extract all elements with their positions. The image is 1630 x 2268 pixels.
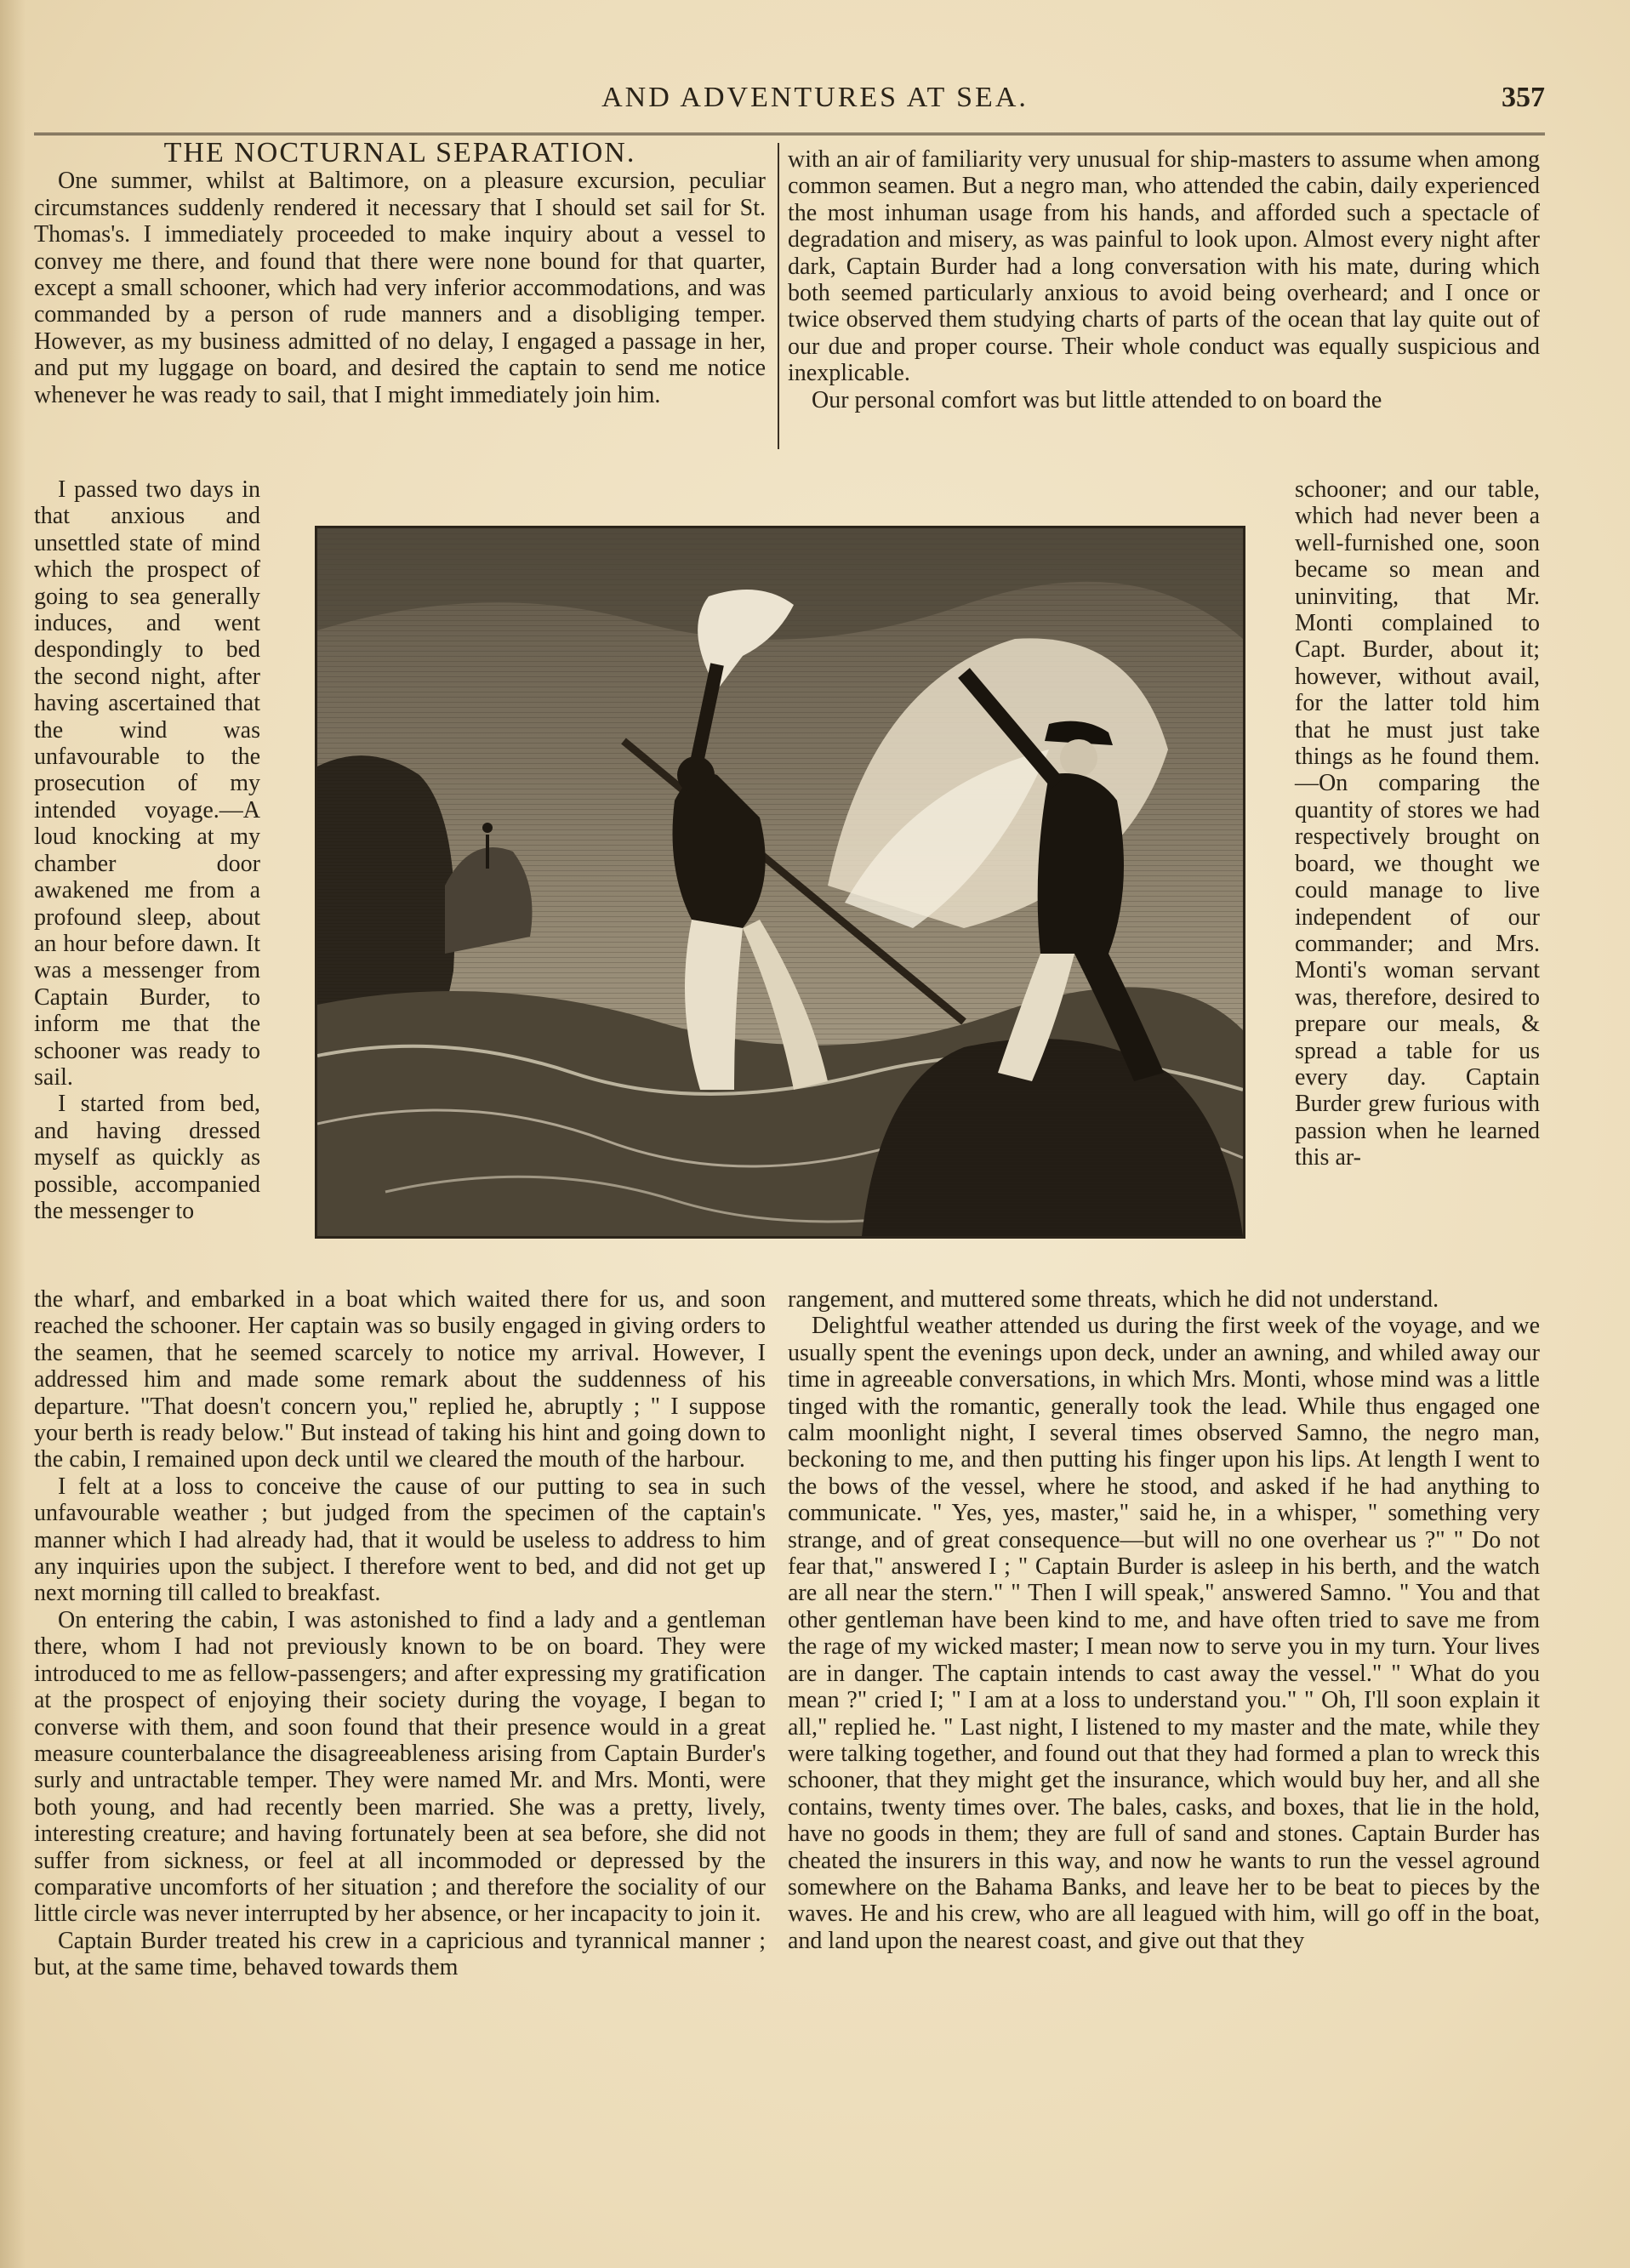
running-head bbox=[0, 82, 1630, 116]
left-column-narrow bbox=[34, 476, 260, 1224]
shipwreck-engraving bbox=[315, 526, 1245, 1239]
right-column-bottom bbox=[788, 1286, 1540, 1954]
page-number: 357 bbox=[1502, 82, 1545, 113]
right-column-top bbox=[788, 146, 1540, 413]
paragraph: Delightful weather attended us during the first week of the voyage, and we usually spent the evenings upon deck, under an awning, and whiled away our time in agreeable conversations, in which Mrs. Monti, whose mind was a little tinged with the romantic, generally took the lead. While thus engaged one calm moonlight night, I several times observed Samno, the negro man, beckoning to me, and then putting his finger upon his lips. At length I went to the bows of the vessel, where he stood, and asked if he had anything to communicate. " Yes, yes, master," said he, in a whisper, " something very strange, and of great consequence—but will no one overhear us ?" " Do not fear that," answered I ; " Captain Burder is asleep in his berth, and the watch are all near the stern." " Then I will speak," answered Samno. " You and that other gentleman have been kind to me, and have often tried to save me from the rage of my wicked master; I mean now to serve you in my turn. Your lives are in danger. The captain intends to cast away the vessel." " What do you mean ?" cried I; " I am at a loss to understand you." " Oh, I'll soon explain it all," replied he. " Last night, I listened to my master and the mate, while they were talking together, and found out that they had formed a plan to wreck this schooner, that they might get the insurance, which would buy her, and all she contains, twenty times over. The bales, casks, and boxes, that lie in the hold, have no goods in them; they are full of sand and stones. Captain Burder has cheated the insurers in this way, and now he wants to run the vessel aground somewhere on the Bahama Banks, and leave her to be beat to pieces by the waves. He and his crew, who are all leagued with him, will go off in the boat, and land upon the nearest coast, and give out that they bbox=[788, 1313, 1540, 1954]
engraving-image bbox=[317, 528, 1243, 1236]
paragraph: Our personal comfort was but little attended to on board the bbox=[812, 386, 1382, 413]
column-rule bbox=[778, 143, 779, 449]
article-title: THE NOCTURNAL SEPARATION. bbox=[163, 137, 636, 168]
paragraph: schooner; and our table, which had never been a well-furnished one, soon became so mean and uninviting, that Mr. Monti complained to Capt. Burder, about it; however, without avail, for the latter told him that he must just take things as he found them.—On comparing the quantity of stores we had respectively brought on board, we thought we could manage to live independent of our commander; and Mrs. Monti's woman servant was, therefore, desired to prepare our meals, & spread a table for us every day. Captain Burder grew furious with passion when he learned this ar- bbox=[1295, 476, 1540, 1171]
paragraph: the wharf, and embarked in a boat which waited there for us, and soon reached the schooner. Her captain was so busily engaged in giving orders to the seamen, that he seemed scarcely to notice my arrival. However, I addressed him and made some remark about the suddenness of his departure. "That doesn't concern you," replied he, abruptly ; " I suppose your berth is ready below." But instead of taking his hint and going down to the cabin, I remained upon deck until we cleared the mouth of the harbour. bbox=[34, 1286, 766, 1473]
left-column-bottom bbox=[34, 1286, 766, 1981]
paragraph: I felt at a loss to conceive the cause of our putting to sea in such unfavourable weather ; but judged from the specimen of the captain's manner which I had already had, that it would be useless to address to him any inquiries upon the subject. I therefore went to bed, and did not get up next morning till called to breakfast. bbox=[34, 1473, 766, 1607]
page-gutter-shadow bbox=[0, 0, 26, 2268]
paragraph: On entering the cabin, I was astonished to find a lady and a gentleman there, whom I had not previously known to be on board. They were introduced to me as fellow-passengers; and after expressing my gratification at the prospect of enjoying their society during the voyage, I began to converse with them, and soon found that their presence would in a great measure counterbalance the disagreeableness arising from Captain Burder's surly and untractable temper. They were named Mr. and Mrs. Monti, were both young, and had recently been married. She was a pretty, lively, interesting creature; and having fortunately been at sea before, she did not suffer from sickness, or feel at all incommoded or depressed by the comparative uncomforts of her situation ; and therefore the sociality of our little circle was never interrupted by her absence, or her incapacity to join it. bbox=[34, 1606, 766, 1928]
left-column-top bbox=[34, 137, 766, 408]
paragraph: Captain Burder treated his crew in a capricious and tyrannical manner ; but, at the same time, behaved towards them bbox=[34, 1927, 766, 1981]
paragraph: with an air of familiarity very unusual for ship-masters to assume when among common seamen. But a negro man, who attended the cabin, daily experienced the most inhuman usage from his hands, and afforded such a spectacle of degradation and misery, as was painful to look upon. Almost every night after dark, Captain Burder had a long conversation with his mate, during which both seemed particularly anxious to avoid being overheard; and I once or twice observed them studying charts of parts of the ocean that lay quite out of our due and proper course. Their whole conduct was equally suspicious and inexplicable. bbox=[788, 146, 1540, 387]
right-column-narrow bbox=[1295, 476, 1540, 1171]
paragraph: I passed two days in that anxious and unsettled state of mind which the prospect of going to sea generally induces, and went despondingly to bed the second night, after having ascertained that the wind was unfavourable to the prosecution of my intended voyage.—A loud knocking at my chamber door awakened me from a profound sleep, about an hour before dawn. It was a messenger from Captain Burder, to inform me that the schooner was ready to sail. bbox=[34, 476, 260, 1091]
paragraph: rangement, and muttered some threats, which he did not understand. bbox=[788, 1286, 1439, 1313]
paragraph: One summer, whilst at Baltimore, on a pleasure excursion, peculiar circumstances suddenly rendered it necessary that I should set sail for St. Thomas's. I immediately proceeded to make inquiry about a vessel to convey me there, and found that there were none bound for that quarter, except a small schooner, which had very inferior accommodations, and was commanded by a person of rude manners and a disobliging temper. However, as my business admitted of no delay, I engaged a passage in her, and put my luggage on board, and desired the captain to send me notice whenever he was ready to sail, that I might immediately join him. bbox=[34, 168, 766, 408]
paragraph: I started from bed, and having dressed myself as quickly as possible, accompanied the messenger to bbox=[34, 1091, 260, 1224]
running-title: AND ADVENTURES AT SEA. bbox=[601, 82, 1029, 113]
header-rule bbox=[34, 133, 1545, 135]
